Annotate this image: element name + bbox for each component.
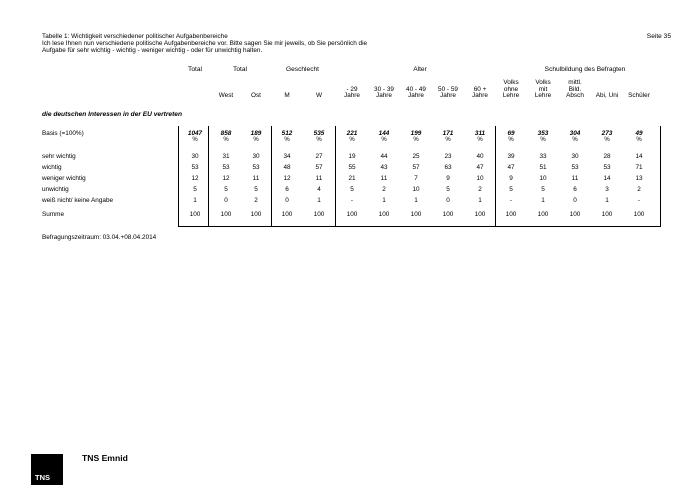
table-cell: 1 [317,197,321,204]
table-cell: 4 [317,186,321,193]
table-cell: 5 [193,186,197,193]
table-cell: 25 [412,153,420,160]
column-header [465,80,495,100]
table-cell: - [350,197,354,204]
table-cell: 1 [478,197,482,204]
table-cell: 63 [444,164,452,171]
row-label: unwichtig [42,186,69,193]
table-cell: 48 [283,164,291,171]
table-cell: 39 [507,153,515,160]
column-header [180,80,210,100]
table-cell: 0 [285,197,289,204]
column-header-line: Jahre [440,92,456,100]
table-cell: 55 [348,164,356,171]
percent-unit: % [284,137,290,143]
column-header-line: 30 - 39 [374,85,394,93]
summe-label: Summe [42,211,65,218]
table-cell: 6 [573,186,577,193]
basis-cell: 221 [346,130,358,137]
table-cell: 5 [446,186,450,193]
row-label: wichtig [42,164,62,171]
percent-unit: % [192,137,198,143]
percent-unit: % [413,137,419,143]
table-cell: 5 [350,186,354,193]
table-cell: 53 [222,164,230,171]
table-cell: 12 [283,175,291,182]
column-header [528,80,558,100]
tns-logo-icon [31,454,63,485]
table-cell: 51 [539,164,547,171]
summe-cell: 100 [313,211,325,218]
table-cell: 10 [476,175,484,182]
basis-cell: 171 [442,130,454,137]
table-cell: 14 [603,175,611,182]
company-name: TNS Emnid [82,453,128,463]
summe-cell: 100 [281,211,293,218]
basis-cell: 69 [507,130,515,137]
column-header-line: 50 - 59 [438,85,458,93]
column-header-line: 40 - 49 [406,85,426,93]
column-header [272,80,302,100]
table-cell: 53 [191,164,199,171]
summe-cell: 100 [474,211,486,218]
percent-unit: % [477,137,483,143]
column-header-line: Absch [566,92,584,100]
column-header-line: - 29 [346,85,358,93]
column-header [592,80,622,100]
section-title: die deutschen Interessen in der EU vertreten [42,111,182,118]
row-label: sehr wichtig [42,153,76,160]
table-cell: 47 [507,164,515,171]
percent-unit: % [381,137,387,143]
summe-cell: 100 [633,211,645,218]
table-cell: 5 [541,186,545,193]
table-cell: 10 [539,175,547,182]
table-cell: 12 [191,175,199,182]
table-cell: 11 [571,175,579,182]
logo-mark: TNS [35,473,50,482]
column-header-line: mit [538,85,548,93]
table-cell: 43 [380,164,388,171]
percent-unit: % [253,137,259,143]
column-header-line: Jahre [344,92,360,100]
group-schulbildung: Schulbildung des Befragten [544,66,626,73]
column-header-line: Jahre [408,92,424,100]
basis-label: Basis (=100%) [42,130,84,137]
table-cell: 5 [254,186,258,193]
table-header [42,33,422,55]
table-cell: 57 [315,164,323,171]
group-total-2: Total [233,66,247,73]
table-cell: 27 [315,153,323,160]
table-cell: 9 [509,175,513,182]
summe-cell: 100 [410,211,422,218]
percent-unit: % [604,137,610,143]
basis-cell: 353 [537,130,549,137]
table-cell: 33 [539,153,547,160]
question-text-line-2: Aufgabe für sehr wichtig - wichtig - weniger wichtig - oder für unwichtig halten. [42,47,263,55]
basis-cell: 304 [569,130,581,137]
table-cell: 5 [509,186,513,193]
column-header [304,80,334,100]
basis-cell: 49 [635,130,643,137]
group-alter: Alter [413,66,427,73]
group-total-1: Total [188,66,202,73]
basis-cell: 858 [220,130,232,137]
table-cell: 9 [446,175,450,182]
percent-unit: % [508,137,514,143]
table-cell: 30 [571,153,579,160]
table-cell: 13 [635,175,643,182]
column-header [211,80,241,100]
table-cell: 3 [605,186,609,193]
column-header [337,80,367,100]
page-number: Seite 35 [646,33,671,40]
summe-cell: 100 [601,211,613,218]
table-cell: 1 [541,197,545,204]
column-header-line: Jahre [376,92,392,100]
table-cell: 11 [315,175,323,182]
table-cell: 14 [635,153,643,160]
column-header-line: Ost [251,92,261,100]
column-header-line: Abi, Uni [595,92,619,100]
column-header-line: Lehre [502,92,520,100]
table-cell: 57 [412,164,420,171]
column-header [433,80,463,100]
table-cell: 53 [571,164,579,171]
table-cell: 11 [380,175,388,182]
percent-unit: % [572,137,578,143]
percent-unit: % [349,137,355,143]
table-cell: 34 [283,153,291,160]
basis-cell: 1047 [187,130,203,137]
column-header-line: M [284,92,290,100]
summe-cell: 100 [378,211,390,218]
column-header [624,80,654,100]
table-cell: 2 [254,197,258,204]
basis-cell: 512 [281,130,293,137]
table-cell: 71 [635,164,643,171]
summe-cell: 100 [505,211,517,218]
table-cell: 1 [382,197,386,204]
column-header-line: Volks [535,79,551,86]
table-bottom-border [178,226,661,227]
column-header [241,80,271,100]
summe-cell: 100 [189,211,201,218]
percent-unit: % [445,137,451,143]
percent-unit: % [540,137,546,143]
basis-cell: 199 [410,130,422,137]
percent-unit: % [316,137,322,143]
summe-cell: 100 [220,211,232,218]
column-header-line: Schüler [628,92,650,100]
table-cell: 0 [446,197,450,204]
table-cell: 2 [478,186,482,193]
summe-cell: 100 [537,211,549,218]
table-cell: 30 [252,153,260,160]
table-cell: 31 [222,153,230,160]
column-header-line: mittl. [568,79,582,86]
column-header [496,80,526,100]
table-cell: 2 [637,186,641,193]
basis-cell: 189 [250,130,262,137]
percent-unit: % [223,137,229,143]
summe-cell: 100 [569,211,581,218]
column-header-line: W [315,92,323,100]
percent-unit: % [636,137,642,143]
table-cell: 1 [414,197,418,204]
table-cell: 5 [224,186,228,193]
table-cell: 21 [348,175,356,182]
table-cell: 30 [191,153,199,160]
column-header-line: Jahre [472,92,488,100]
table-cell: 0 [573,197,577,204]
table-left-border [178,126,179,226]
column-header-line: West [218,92,234,100]
table-cell: 1 [605,197,609,204]
table-cell: 19 [348,153,356,160]
basis-cell: 144 [378,130,390,137]
column-header-line [180,93,210,100]
table-cell: - [509,197,513,204]
question-text-line-1: Ich lese Ihnen nun verschiedene politische Aufgabenbereiche vor. Bitte sagen Sie mir jeweils, ob Sie persönlich die [42,40,368,48]
column-header [560,80,590,100]
table-cell: 53 [603,164,611,171]
column-header-line: Volks [503,79,519,86]
table-cell: 7 [414,175,418,182]
column-header [369,80,399,100]
table-right-border [660,126,661,226]
divider-gender [335,126,336,226]
summe-cell: 100 [346,211,358,218]
table-cell: 1 [193,197,197,204]
row-label: weniger wichtig [42,175,86,182]
table-cell: 47 [476,164,484,171]
row-label: weiß nicht/ keine Angabe [42,197,114,204]
column-header [401,80,431,100]
table-cell: 40 [476,153,484,160]
table-cell: 10 [412,186,420,193]
table-cell: 28 [603,153,611,160]
basis-cell: 273 [601,130,613,137]
group-geschlecht: Geschlecht [286,66,319,73]
table-cell: 2 [382,186,386,193]
basis-cell: 535 [313,130,325,137]
summe-cell: 100 [250,211,262,218]
table-cell: 23 [444,153,452,160]
column-header-line: Lehre [534,92,552,100]
survey-period: Befragungszeitraum: 03.04.+08.04.2014 [42,234,157,241]
table-cell: 6 [285,186,289,193]
table-cell: 12 [222,175,230,182]
table-title: Tabelle 1: Wichtigkeit verschiedener politischer Aufgabenbereiche [42,33,228,40]
table-cell: - [637,197,641,204]
column-header-line: Bild. [568,85,582,93]
column-header-line: ohne [503,85,519,93]
column-header-line: 60 + [473,85,487,93]
summe-cell: 100 [442,211,454,218]
table-cell: 11 [252,175,260,182]
table-cell: 44 [380,153,388,160]
basis-cell: 311 [474,130,486,137]
table-cell: 53 [252,164,260,171]
table-cell: 0 [224,197,228,204]
